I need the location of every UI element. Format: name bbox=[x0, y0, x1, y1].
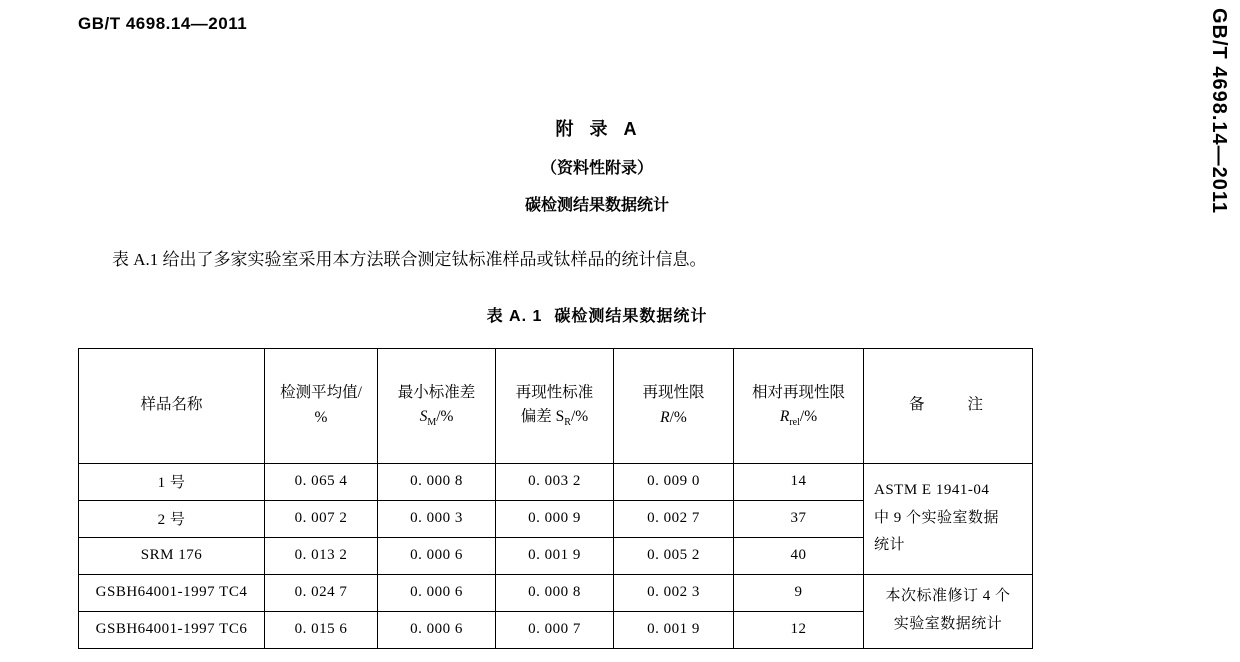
annex-name: 碳检测结果数据统计 bbox=[524, 197, 669, 214]
cell-repro-limit: 0. 001 9 bbox=[614, 611, 734, 648]
side-standard-number: GB/T 4698.14—2011 bbox=[1208, 8, 1230, 215]
header-repro-std-dev-unit: /% bbox=[570, 407, 589, 425]
cell-average: 0. 065 4 bbox=[265, 463, 378, 500]
header-sample-name: 样品名称 bbox=[79, 348, 265, 463]
cell-repro-std-dev: 0. 000 9 bbox=[496, 500, 614, 537]
cell-repro-std-dev: 0. 000 8 bbox=[496, 574, 614, 611]
header-relative-repro-limit-unit: /% bbox=[799, 407, 818, 425]
cell-relative-repro-limit: 40 bbox=[734, 537, 864, 574]
remark-line-2: 中 9 个实验室数据 bbox=[874, 509, 1000, 526]
annex-subtitle: （资料性附录） bbox=[540, 160, 653, 177]
table-header-row bbox=[79, 348, 1033, 463]
cell-remark-group-2 bbox=[864, 574, 1033, 648]
annex-title bbox=[78, 115, 1116, 141]
header-average-line1: 检测平均值/ bbox=[280, 384, 362, 402]
table-row bbox=[79, 574, 1033, 611]
header-repro-limit-symbol: R bbox=[660, 408, 670, 426]
annex-title-label2: 录 bbox=[589, 119, 610, 139]
cell-relative-repro-limit: 12 bbox=[734, 611, 864, 648]
cell-repro-std-dev: 0. 001 9 bbox=[496, 537, 614, 574]
annex-title-label: 附 bbox=[555, 119, 576, 139]
cell-repro-limit: 0. 002 7 bbox=[614, 500, 734, 537]
header-repro-limit-unit: /% bbox=[669, 408, 687, 426]
cell-min-std-dev: 0. 000 6 bbox=[378, 611, 496, 648]
cell-average: 0. 024 7 bbox=[265, 574, 378, 611]
header-min-std-dev-unit: /% bbox=[436, 407, 454, 425]
header-average bbox=[265, 348, 378, 463]
header-relative-repro-limit-line1: 相对再现性限 bbox=[751, 383, 845, 401]
cell-min-std-dev: 0. 000 6 bbox=[378, 574, 496, 611]
header-relative-repro-limit-subscript: rel bbox=[789, 416, 800, 428]
header-min-std-dev-line1: 最小标准差 bbox=[397, 383, 476, 401]
header-relative-repro-limit bbox=[734, 348, 864, 463]
cell-relative-repro-limit: 37 bbox=[734, 500, 864, 537]
cell-remark-group-1 bbox=[864, 463, 1033, 574]
table-row bbox=[79, 463, 1033, 500]
cell-sample-name: GSBH64001-1997 TC4 bbox=[79, 574, 265, 611]
table-caption-prefix: 表 A. 1 bbox=[486, 307, 543, 325]
table-caption-title: 碳检测结果数据统计 bbox=[554, 307, 708, 325]
document-standard-number: GB/T 4698.14—2011 bbox=[78, 14, 248, 33]
page-content bbox=[78, 0, 1116, 649]
cell-repro-limit: 0. 005 2 bbox=[614, 537, 734, 574]
remark-line-3: 统计 bbox=[874, 537, 906, 554]
remark-line-1: ASTM E 1941-04 bbox=[874, 481, 990, 498]
remark-line-2: 实验室数据统计 bbox=[893, 616, 1003, 632]
remark-line-1: 本次标准修订 4 个 bbox=[885, 588, 1011, 605]
header-repro-limit bbox=[614, 348, 734, 463]
header-repro-std-dev bbox=[496, 348, 614, 463]
cell-sample-name: 2 号 bbox=[79, 500, 265, 537]
header-remarks: 备 注 bbox=[864, 348, 1033, 463]
cell-relative-repro-limit: 9 bbox=[734, 574, 864, 611]
header-average-line2: % bbox=[314, 408, 328, 426]
cell-average: 0. 007 2 bbox=[265, 500, 378, 537]
cell-relative-repro-limit: 14 bbox=[734, 463, 864, 500]
table-caption bbox=[78, 303, 1116, 326]
cell-repro-std-dev: 0. 000 7 bbox=[496, 611, 614, 648]
header-repro-limit-line1: 再现性限 bbox=[642, 384, 705, 402]
cell-min-std-dev: 0. 000 3 bbox=[378, 500, 496, 537]
carbon-results-table bbox=[78, 348, 1033, 649]
cell-sample-name: GSBH64001-1997 TC6 bbox=[79, 611, 265, 648]
header-min-std-dev-symbol: S bbox=[419, 407, 428, 425]
header-min-std-dev bbox=[378, 348, 496, 463]
cell-average: 0. 013 2 bbox=[265, 537, 378, 574]
annex-title-letter: A bbox=[623, 119, 639, 139]
cell-repro-limit: 0. 009 0 bbox=[614, 463, 734, 500]
cell-sample-name: SRM 176 bbox=[79, 537, 265, 574]
header-repro-std-dev-subscript: R bbox=[564, 416, 571, 428]
header-relative-repro-limit-symbol: R bbox=[779, 407, 790, 425]
cell-min-std-dev: 0. 000 6 bbox=[378, 537, 496, 574]
header-min-std-dev-subscript: M bbox=[427, 416, 437, 428]
intro-paragraph: 表 A.1 给出了多家实验室采用本方法联合测定钛标准样品或钛样品的统计信息。 bbox=[112, 250, 707, 269]
header-repro-std-dev-line1: 再现性标准 bbox=[515, 383, 594, 401]
cell-repro-limit: 0. 002 3 bbox=[614, 574, 734, 611]
header-repro-std-dev-symbol: 偏差 S bbox=[520, 407, 565, 425]
cell-repro-std-dev: 0. 003 2 bbox=[496, 463, 614, 500]
cell-min-std-dev: 0. 000 8 bbox=[378, 463, 496, 500]
cell-sample-name: 1 号 bbox=[79, 463, 265, 500]
cell-average: 0. 015 6 bbox=[265, 611, 378, 648]
